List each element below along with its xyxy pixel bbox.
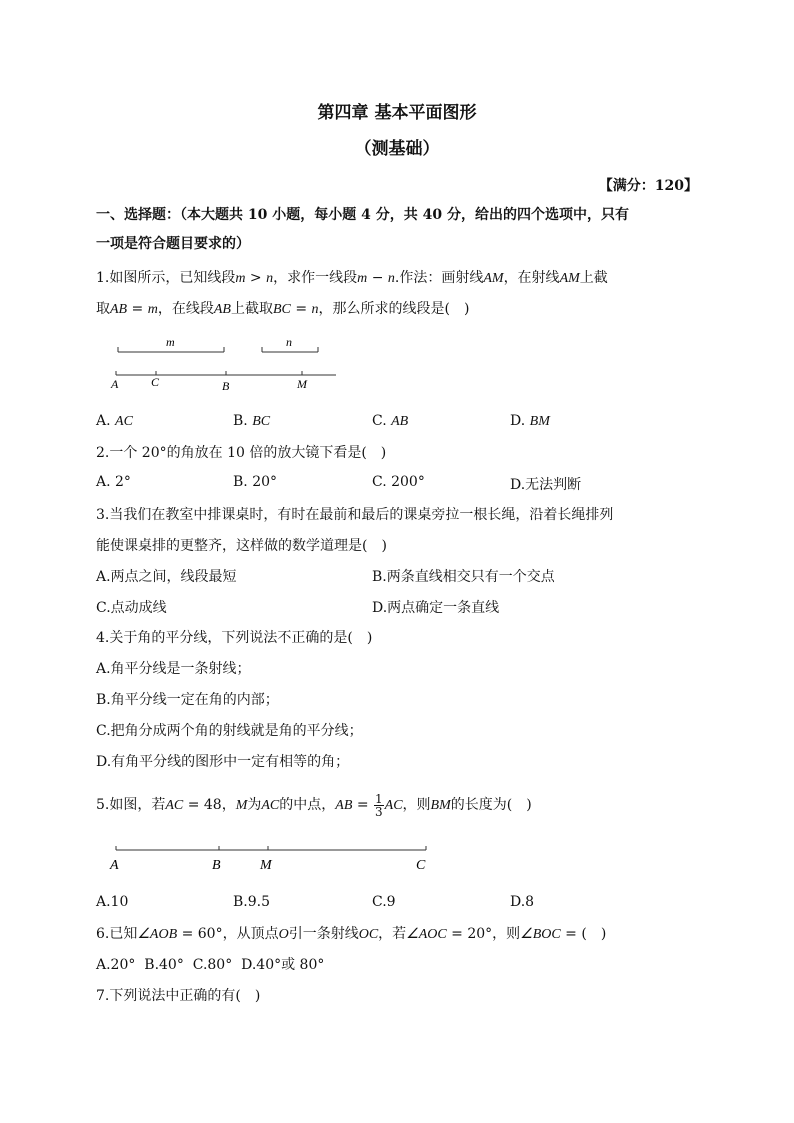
q5-option-a: A.10 [96,894,129,910]
q2-option-a: A. 2° [96,474,131,490]
q5-figure [100,838,440,878]
q1-label-n: n [286,335,292,349]
q5-option-c: C.9 [372,894,396,910]
q5-point-C: C [416,858,426,873]
q5-option-b: B.9.5 [233,894,271,910]
q5-point-A: A [110,858,119,873]
q3-stem-line1: 3.当我们在教室中排课桌时，有时在最前和最后的课桌旁拉一根长绳，沿着长绳排列 [96,507,614,523]
score-label: 【满分：120】 [598,178,698,194]
section-heading-line1: 一、选择题：（本大题共 10 小题，每小题 4 分，共 40 分，给出的四个选项中，只有 [96,207,629,223]
q1-stem-line1: 1.如图所示，已知线段m > n，求作一线段m − n.作法：画射线AM，在射线AM上截 [96,270,608,286]
q2-option-b: B. 20° [233,474,278,490]
q4-option-a: A.角平分线是一条射线； [96,661,251,677]
q5-fraction: $\frac{1}{3}$ [375,791,383,819]
q2-stem: 2.一个 20°的角放在 10 倍的放大镜下看是( ) [96,445,387,461]
q7-stem: 7.下列说法中正确的有( ) [96,988,261,1004]
q5-point-M: M [260,858,272,873]
q4-stem: 4.关于角的平分线，下列说法不正确的是( ) [96,630,373,646]
q3-option-c: C.点动成线 [96,600,167,616]
page-title: 第四章 基本平面图形 [317,103,477,123]
q4-option-c: C.把角分成两个角的射线就是角的平分线； [96,723,363,739]
q3-option-b: B.两条直线相交只有一个交点 [372,569,555,585]
q4-option-b: B.角平分线一定在角的内部； [96,692,279,708]
q5-option-d: D.8 [510,894,535,910]
q1-option-c: C. AB [372,413,409,429]
q2-option-d: D.无法判断 [510,477,582,493]
q3-stem-line2: 能使课桌排的更整齐，这样做的数学道理是( ) [96,538,387,554]
q1-stem-line2: 取AB = m，在线段AB上截取BC = n，那么所求的线段是( ) [96,301,470,317]
q1-figure [100,330,350,395]
page-subtitle: （测基础） [354,139,440,159]
q3-option-d: D.两点确定一条直线 [372,600,500,616]
q1-point-C: C [151,375,160,389]
q5-point-B: B [212,858,221,873]
q2-option-c: C. 200° [372,474,425,490]
q4-option-d: D.有角平分线的图形中一定有相等的角； [96,754,350,770]
q3-option-a: A.两点之间，线段最短 [96,569,237,585]
q1-point-M: M [297,377,307,391]
q5-stem: 5.如图，若AC = 48，M为AC的中点，AB = $\frac{1}{3}$ AC，则BM的长度为( ) [96,791,532,819]
q1-label-m: m [166,335,175,349]
section-heading-line2: 一项是符合题目要求的） [96,236,250,252]
q1-option-b: B. BC [233,413,271,429]
q6-options: A.20° B.40° C.80° D.40°或 80° [96,957,325,973]
q1-option-a: A. AC [96,413,133,429]
q6-stem: 6.已知∠AOB = 60°，从顶点O引一条射线OC，若∠AOC = 20°，则∠BOC = ( ) [96,926,607,942]
q1-point-B: B [222,379,230,393]
q1-option-d: D. BM [510,413,550,429]
q1-point-A: A [111,377,119,391]
